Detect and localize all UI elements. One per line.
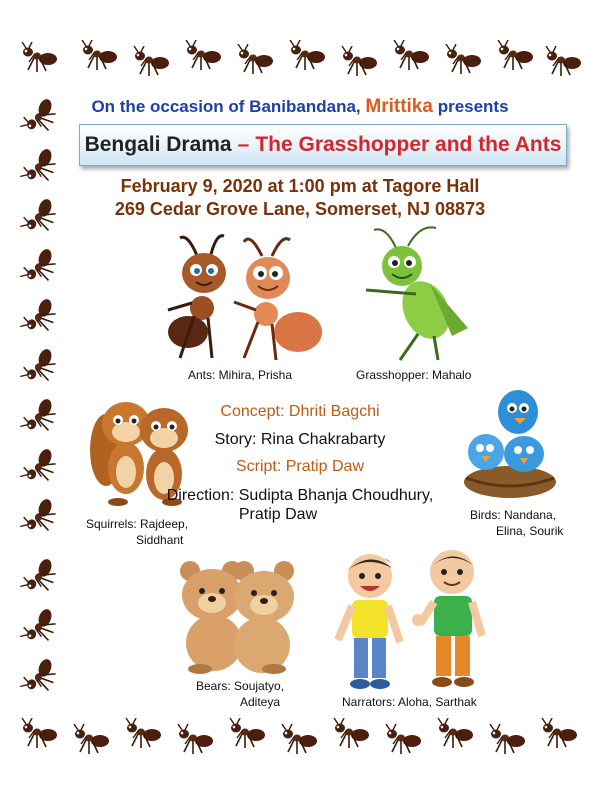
title-dash: – — [237, 133, 250, 156]
ant-icon — [80, 40, 118, 72]
ant-icon — [72, 724, 110, 756]
organizer-name: Mrittika — [365, 96, 433, 117]
bird-character — [458, 382, 562, 500]
ant-icon — [132, 46, 170, 78]
ant-icon — [19, 243, 62, 290]
ant-icon — [236, 44, 274, 76]
ant-icon — [20, 718, 58, 750]
ant-icon — [124, 718, 162, 750]
story-credit: Story: Rina Chakrabarty — [214, 431, 386, 448]
birds-caption-line2: Elina, Sourik — [496, 524, 564, 538]
ant-icon — [176, 724, 214, 756]
birds-caption-line1: Birds: Nandana, — [470, 508, 557, 522]
ant-icon — [384, 724, 422, 756]
boy-character — [334, 544, 494, 692]
ant-icon — [20, 42, 58, 74]
concept-credit: Concept: Dhriti Bagchi — [220, 403, 380, 420]
squirrels-caption-line2: Siddhant — [136, 533, 184, 547]
squirrels-caption-line1: Squirrels: Rajdeep, — [86, 517, 189, 531]
bears-caption-line2: Aditeya — [240, 695, 281, 709]
ant-icon — [19, 343, 62, 390]
ant-icon — [332, 718, 370, 750]
ant-icon — [392, 40, 430, 72]
occasion-suffix: presents — [437, 97, 509, 116]
ant-icon — [184, 40, 222, 72]
ant-icon — [19, 603, 62, 650]
ant-icon — [540, 718, 578, 750]
event-datetime: February 9, 2020 at 1:00 pm at Tagore Hall — [120, 176, 480, 196]
ant-icon — [488, 724, 526, 756]
ant-icon — [280, 724, 318, 756]
narrators-caption: Narrators: Aloha, Sarthak — [342, 695, 477, 709]
title-prefix: Bengali Drama — [84, 133, 232, 156]
play-title: The Grasshopper and the Ants — [255, 133, 562, 156]
event-address: 269 Cedar Grove Lane, Somerset, NJ 08873 — [114, 199, 486, 219]
ant-icon — [544, 46, 582, 78]
title-banner — [79, 124, 567, 166]
ant-icon — [19, 553, 62, 600]
ant-character — [158, 228, 328, 366]
bears-caption-line1: Bears: Soujatyo, — [196, 679, 285, 693]
ant-icon — [340, 46, 378, 78]
occasion-prefix: On the occasion of Banibandana, — [91, 97, 361, 116]
ant-icon — [444, 44, 482, 76]
grasshopper-caption: Grasshopper: Mahalo — [356, 368, 472, 382]
ants-caption: Ants: Mihira, Prisha — [188, 368, 293, 382]
bear-character — [170, 557, 300, 675]
script-credit: Script: Pratip Daw — [235, 458, 365, 475]
direction-credit-line1: Direction: Sudipta Bhanja Choudhury, — [166, 487, 434, 504]
ant-icon — [228, 718, 266, 750]
ant-icon — [288, 40, 326, 72]
ant-icon — [496, 40, 534, 72]
grasshopper-character — [356, 224, 476, 364]
ant-icon — [19, 293, 62, 340]
direction-credit-line2: Pratip Daw — [238, 506, 318, 523]
ant-icon — [19, 653, 62, 700]
occasion-line — [0, 96, 600, 118]
ant-icon — [436, 718, 474, 750]
